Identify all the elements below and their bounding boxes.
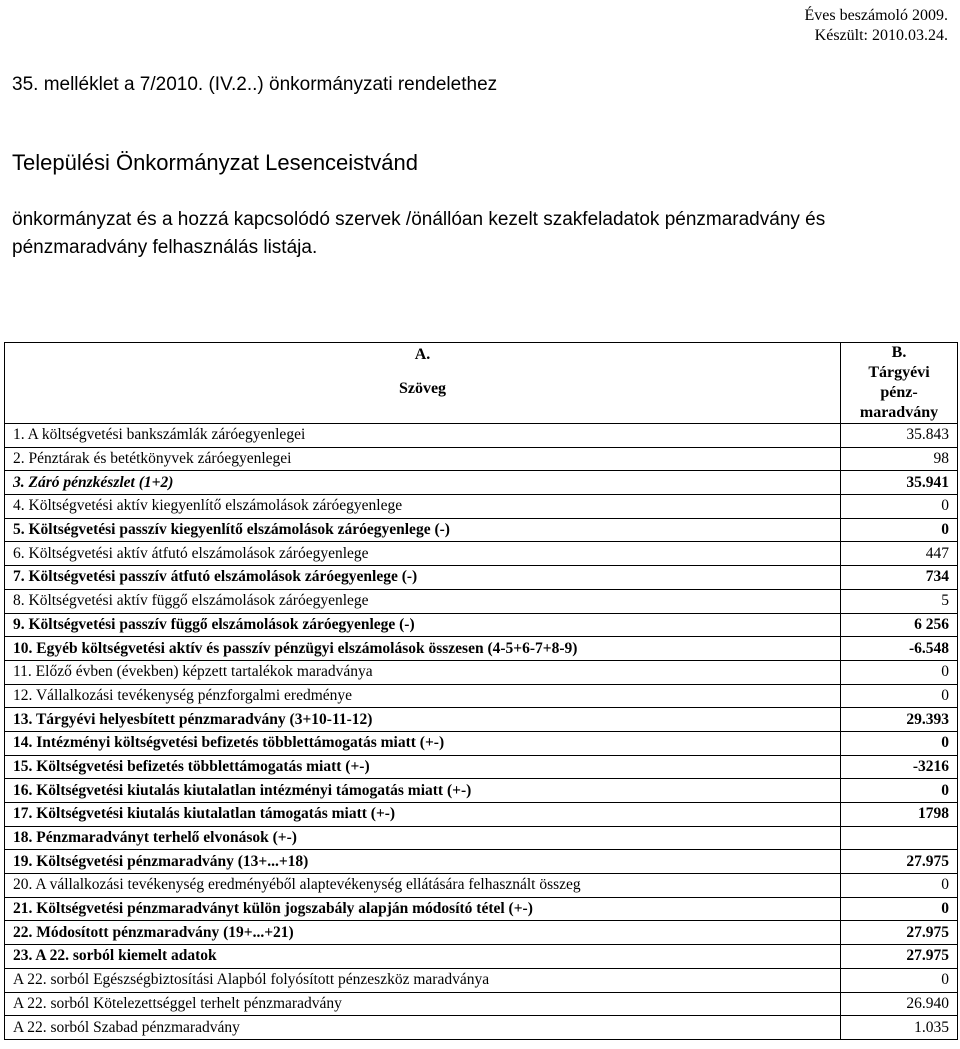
row-value: 0 [841, 660, 958, 684]
row-label: 10. Egyéb költségvetési aktív és passzív pénzügyi elszámolások összesen (4-5+6-7+8-9) [5, 637, 841, 661]
row-label: 9. Költségvetési passzív függő elszámolások záróegyenlege (-) [5, 613, 841, 637]
column-b-header [841, 343, 958, 424]
table-row [5, 447, 958, 471]
column-b-label-line-2: pénz- [880, 384, 918, 401]
row-value: 5 [841, 589, 958, 613]
row-value: 6 256 [841, 613, 958, 637]
row-label: 23. A 22. sorból kiemelt adatok [5, 945, 841, 969]
row-label: 15. Költségvetési befizetés többlettámogatás miatt (+-) [5, 755, 841, 779]
table-row [5, 779, 958, 803]
row-value: 0 [841, 684, 958, 708]
row-value: 0 [841, 731, 958, 755]
row-label: 1. A költségvetési bankszámlák záróegyenlegei [5, 424, 841, 448]
row-label: 21. Költségvetési pénzmaradványt külön jogszabály alapján módosító tétel (+-) [5, 897, 841, 921]
prepared-date-line: Készült: 2010.03.24. [814, 27, 948, 44]
row-label: 8. Költségvetési aktív függő elszámolások záróegyenlege [5, 589, 841, 613]
table-row [5, 708, 958, 732]
row-label: 14. Intézményi költségvetési befizetés többlettámogatás miatt (+-) [5, 731, 841, 755]
column-a-letter: A. [414, 346, 431, 363]
table-header-row [5, 343, 958, 424]
row-label: 18. Pénzmaradványt terhelő elvonások (+-) [5, 826, 841, 850]
row-label: 13. Tárgyévi helyesbített pénzmaradvány (3+10-11-12) [5, 708, 841, 732]
row-label: 22. Módosított pénzmaradvány (19+...+21) [5, 921, 841, 945]
table-row [5, 755, 958, 779]
column-a-header [5, 343, 841, 424]
row-value: 29.393 [841, 708, 958, 732]
table-row [5, 968, 958, 992]
row-label: 3. Záró pénzkészlet (1+2) [5, 471, 841, 495]
page-title: Települési Önkormányzat Lesenceistvánd [12, 150, 419, 175]
row-label: A 22. sorból Egészségbiztosítási Alapból folyósított pénzeszköz maradványa [5, 968, 841, 992]
row-value: 0 [841, 779, 958, 803]
page-description: önkormányzat és a hozzá kapcsolódó szervek /önállóan kezelt szakfeladatok pénzmaradvány és pénzmaradvány felhasználás listája. [12, 209, 826, 258]
report-header [804, 6, 948, 46]
row-value: 0 [841, 874, 958, 898]
table-row [5, 637, 958, 661]
row-label: 7. Költségvetési passzív átfutó elszámolások záróegyenlege (-) [5, 566, 841, 590]
row-value: 27.975 [841, 921, 958, 945]
table-row [5, 471, 958, 495]
table-body [5, 424, 958, 1040]
column-b-label-line-3: maradvány [859, 404, 939, 421]
table-row [5, 542, 958, 566]
row-value: 35.843 [841, 424, 958, 448]
row-label: 17. Költségvetési kiutalás kiutalatlan támogatás miatt (+-) [5, 803, 841, 827]
row-value: 0 [841, 518, 958, 542]
table-row [5, 897, 958, 921]
row-value: 447 [841, 542, 958, 566]
row-label: A 22. sorból Kötelezettséggel terhelt pénzmaradvány [5, 992, 841, 1016]
report-year-line: Éves beszámoló 2009. [804, 7, 948, 24]
table-row [5, 803, 958, 827]
row-label: 12. Vállalkozási tevékenység pénzforgalmi eredménye [5, 684, 841, 708]
table-row [5, 589, 958, 613]
table-row [5, 495, 958, 519]
row-value: 35.941 [841, 471, 958, 495]
table-row [5, 731, 958, 755]
table-row [5, 992, 958, 1016]
row-value: 27.975 [841, 945, 958, 969]
table-row [5, 826, 958, 850]
row-value: 0 [841, 897, 958, 921]
row-value: 27.975 [841, 850, 958, 874]
table-row [5, 945, 958, 969]
table-row [5, 874, 958, 898]
row-value: 0 [841, 495, 958, 519]
row-value: 98 [841, 447, 958, 471]
row-value: 1798 [841, 803, 958, 827]
row-value: 26.940 [841, 992, 958, 1016]
row-label: 4. Költségvetési aktív kiegyenlítő elszámolások záróegyenlege [5, 495, 841, 519]
row-label: 11. Előző évben (években) képzett tartalékok maradványa [5, 660, 841, 684]
table-row [5, 921, 958, 945]
row-label: 2. Pénztárak és betétkönyvek záróegyenlegei [5, 447, 841, 471]
row-label: 19. Költségvetési pénzmaradvány (13+...+18) [5, 850, 841, 874]
table-row [5, 566, 958, 590]
row-label: 5. Költségvetési passzív kiegyenlítő elszámolások záróegyenlege (-) [5, 518, 841, 542]
row-value: -6.548 [841, 637, 958, 661]
column-b-label-line-1: Tárgyévi [868, 364, 930, 381]
row-value: 734 [841, 566, 958, 590]
table-row [5, 613, 958, 637]
table-row [5, 850, 958, 874]
table-row [5, 1016, 958, 1040]
row-label: 20. A vállalkozási tevékenység eredményéből alaptevékenység ellátására felhasznált összeg [5, 874, 841, 898]
table-row [5, 424, 958, 448]
table-row [5, 518, 958, 542]
annex-reference: 35. melléklet a 7/2010. (IV.2..) önkormányzati rendelethez [12, 74, 498, 95]
table-row [5, 684, 958, 708]
cash-balance-table [4, 342, 958, 1040]
row-label: A 22. sorból Szabad pénzmaradvány [5, 1016, 841, 1040]
row-value: 1.035 [841, 1016, 958, 1040]
row-label: 16. Költségvetési kiutalás kiutalatlan intézményi támogatás miatt (+-) [5, 779, 841, 803]
table-row [5, 660, 958, 684]
row-label: 6. Költségvetési aktív átfutó elszámolások záróegyenlege [5, 542, 841, 566]
row-value: -3216 [841, 755, 958, 779]
row-value [841, 826, 958, 850]
column-b-letter: B. [891, 344, 907, 361]
column-a-label: Szöveg [398, 380, 447, 397]
row-value: 0 [841, 968, 958, 992]
